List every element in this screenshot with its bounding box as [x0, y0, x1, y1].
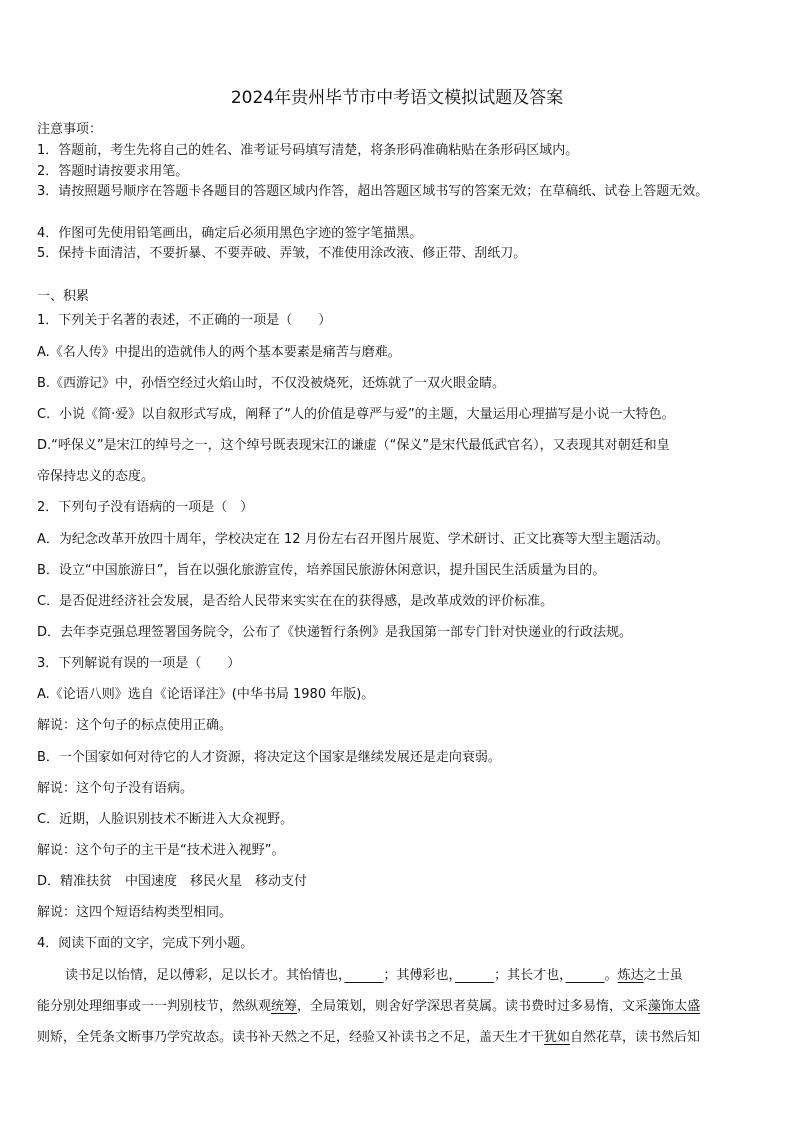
answer-blank-1 — [345, 968, 384, 983]
underlined-word: 犹如 — [544, 1030, 571, 1045]
q4-passage-line2 — [37, 998, 700, 1016]
q2-stem: 2．下列句子没有语病的一项是（ ） — [37, 500, 254, 515]
q3-option-c: C．近期，人脸识别技术不断进入大众视野。 — [37, 812, 294, 827]
underlined-word: 炼达 — [617, 968, 644, 983]
notice-item-4: 4．作图可先使用铅笔画出，确定后必须用黑色字迹的签字笔描黑。 — [37, 226, 423, 241]
passage-text: ，全局策划，则舍好学深思者莫属。读书费时过多易惰，文采 — [297, 999, 649, 1014]
q1-option-d-line2: 帝保持忠义的态度。 — [37, 469, 155, 484]
passage-text: ；其长才也， — [494, 968, 566, 983]
q3-option-d: D．精准扶贫 中国速度 移民火星 移动支付 — [37, 874, 308, 889]
q2-option-b: B．设立“中国旅游日”，旨在以强化旅游宣传，培养国民旅游休闲意识，提升国民生活质量为目的。 — [37, 563, 606, 578]
passage-text: 读书足以怡情，足以傅彩，足以长才。其怡情也， — [65, 968, 345, 983]
passage-text: 。 — [604, 968, 618, 983]
q3-stem: 3．下列解说有误的一项是（ ） — [37, 656, 241, 671]
q1-option-a: A.《名人传》中提出的造就伟人的两个基本要素是痛苦与磨难。 — [37, 345, 401, 360]
q1-option-b: B.《西游记》中，孙悟空经过火焰山时，不仅没被烧死，还炼就了一双火眼金睛。 — [37, 376, 506, 391]
notice-item-1: 1．答题前，考生先将自己的姓名、准考证号码填写清楚，将条形码准确粘贴在条形码区域内。 — [37, 143, 579, 158]
q1-stem: 1．下列关于名著的表述，不正确的一项是（ ） — [37, 313, 332, 328]
q3-option-a-note: 解说：这个句子的标点使用正确。 — [37, 718, 233, 733]
page-title: 2024年贵州毕节市中考语文模拟试题及答案 — [230, 88, 564, 108]
underlined-word: 藻饰 — [648, 999, 675, 1014]
q3-option-a: A.《论语八则》选自《论语译注》(中华书局 1980 年版)。 — [37, 687, 375, 702]
underlined-word: 太盛 — [674, 999, 701, 1014]
passage-text: 自然花草，读书然后知 — [570, 1030, 701, 1045]
notice-heading: 注意事项： — [37, 122, 103, 137]
passage-text: 则矫，全凭条文断事乃学究故态。读书补天然之不足，经验又补读书之不足，盖天生才干 — [37, 1030, 545, 1045]
q4-passage-line3 — [37, 1029, 700, 1047]
q3-option-b-note: 解说：这个句子没有语病。 — [37, 781, 194, 796]
q1-option-c: C．小说《简·爱》以自叙形式写成，阐释了“人的价值是尊严与爱”的主题，大量运用心理描写是小说一大特色。 — [37, 407, 675, 422]
q2-option-d: D．去年李克强总理签署国务院令，公布了《快递暂行条例》是我国第一部专门针对快递业的行政法规。 — [37, 625, 633, 640]
q3-option-c-note: 解说：这个句子的主干是“技术进入视野”。 — [37, 843, 285, 858]
notice-item-2: 2．答题时请按要求用笔。 — [37, 164, 189, 179]
notice-item-5: 5．保持卡面清洁，不要折暴、不要弄破、弄皱，不准使用涂改液、修正带、刮纸刀。 — [37, 246, 527, 261]
q2-option-a: A．为纪念改革开放四十周年，学校决定在 12 月份左右召开图片展览、学术研讨、正文比赛等大型主题活动。 — [37, 532, 669, 547]
passage-text: 能分别处理细事或一一判别枝节，然纵观 — [37, 999, 272, 1014]
notice-item-3: 3．请按照题号顺序在答题卡各题目的答题区域内作答，超出答题区域书写的答案无效；在草稿纸、试卷上答题无效。 — [37, 184, 709, 199]
passage-text: ；其傅彩也， — [383, 968, 456, 983]
q3-option-b: B．一个国家如何对待它的人才资源，将决定这个国家是继续发展还是走向衰弱。 — [37, 750, 501, 765]
q4-passage-line1 — [65, 967, 683, 985]
q4-stem: 4．阅读下面的文字，完成下列小题。 — [37, 936, 254, 951]
answer-blank-3 — [566, 968, 605, 983]
section-heading: 一、积累 — [37, 289, 90, 304]
q1-option-d-line1: D.“呼保义”是宋江的绰号之一，这个绰号既表现宋江的谦虚（“保义”是宋代最低武官名），又表现其对朝廷和皇 — [37, 438, 670, 453]
q2-option-c: C．是否促进经济社会发展，是否给人民带来实实在在的获得感，是改革成效的评价标准。 — [37, 594, 554, 609]
answer-blank-2 — [455, 968, 494, 983]
passage-text: 之士虽 — [643, 968, 683, 983]
q3-option-d-note: 解说：这四个短语结构类型相同。 — [37, 905, 233, 920]
underlined-word: 统筹 — [271, 999, 298, 1014]
